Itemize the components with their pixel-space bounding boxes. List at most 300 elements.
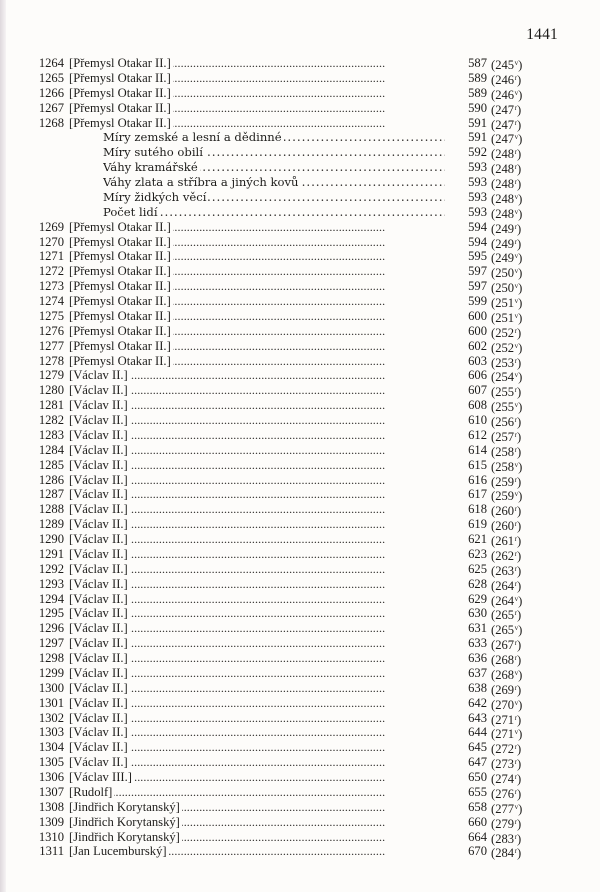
- entry-page: 593: [468, 175, 487, 189]
- entry-page: 612: [468, 427, 487, 442]
- folio-number: 260: [495, 504, 515, 519]
- entry-page: 591: [468, 130, 487, 145]
- entry-label: [69, 517, 445, 532]
- entry-folio: (279$^r$): [491, 816, 522, 831]
- folio-side: r: [514, 103, 517, 112]
- entry-number: 1299: [38, 665, 64, 680]
- entry-title: [Jan Lucemburský]: [69, 844, 167, 859]
- folio-side: r: [514, 118, 517, 127]
- folio-side: v: [514, 594, 519, 603]
- entry-page: 629: [468, 591, 487, 606]
- entry-label: [69, 264, 445, 279]
- entry-title: [Václav II.]: [69, 755, 128, 770]
- entry-folio: (261$^r$): [491, 534, 522, 548]
- entry-label: [69, 636, 445, 651]
- entry-page: 638: [468, 680, 487, 695]
- folio-number: 268: [495, 653, 515, 667]
- toc-entry: [33, 339, 531, 354]
- folio-number: 267: [495, 638, 515, 653]
- entry-number: 1309: [38, 814, 64, 829]
- entry-folio: (258$^r$): [491, 444, 522, 459]
- entry-number: 1269: [38, 219, 64, 234]
- entry-number: 1283: [38, 427, 64, 442]
- entry-folio: (247$^r$): [491, 117, 522, 132]
- entry-number: 1274: [38, 294, 64, 308]
- entry-title: [Václav II.]: [69, 651, 128, 665]
- folio-number: 261: [495, 534, 515, 548]
- entry-folio: (260$^r$): [491, 504, 522, 519]
- entry-page: 625: [468, 561, 487, 576]
- entry-folio: (248$^r$): [491, 177, 522, 191]
- entry-number: 1303: [38, 725, 64, 740]
- entry-title: [Václav II.]: [69, 576, 128, 591]
- folio-number: 248: [495, 191, 515, 206]
- entry-label: [69, 249, 445, 264]
- toc-entry: [33, 398, 531, 413]
- entry-page: 594: [468, 219, 487, 234]
- entry-page: 636: [468, 651, 487, 665]
- entry-title: [Václav II.]: [69, 398, 128, 413]
- toc-entry: [33, 711, 531, 726]
- folio-number: 247: [495, 117, 515, 132]
- toc-entry: [33, 324, 531, 339]
- entry-title: [Přemysl Otakar II.]: [69, 279, 171, 294]
- folio-side: r: [514, 564, 517, 573]
- entry-title: [Jindřich Korytanský]: [69, 829, 180, 844]
- folio-number: 250: [495, 266, 515, 281]
- entry-number: 1292: [38, 561, 64, 576]
- entry-title: [Václav II.]: [69, 457, 128, 472]
- entry-page: 628: [468, 576, 487, 591]
- entry-number: 1302: [38, 710, 64, 725]
- entry-number: 1278: [38, 353, 64, 368]
- entry-number: 1288: [38, 502, 64, 517]
- entry-title: [Václav II.]: [69, 368, 128, 383]
- toc-entry: [33, 636, 531, 651]
- toc-entry: [33, 309, 531, 324]
- folio-side: v: [514, 252, 519, 261]
- entry-label: [69, 740, 445, 755]
- entry-label: [69, 398, 445, 413]
- entry-title: [Přemysl Otakar II.]: [69, 100, 171, 115]
- entry-page: 590: [468, 100, 487, 115]
- entry-page: 600: [468, 323, 487, 338]
- folio-side: r: [514, 713, 517, 722]
- entry-title: [Václav II.]: [69, 442, 128, 457]
- entry-label: [69, 830, 445, 845]
- entry-number: 1308: [38, 799, 64, 814]
- entry-label: [69, 473, 445, 488]
- folio-side: v: [514, 192, 519, 201]
- entry-folio: (284$^r$): [491, 846, 522, 861]
- entry-folio: (247$^v$): [491, 132, 523, 147]
- entry-page: 637: [468, 665, 487, 680]
- entry-number: 1297: [38, 636, 64, 651]
- entry-label: [69, 696, 445, 711]
- page-gutter: [0, 0, 6, 892]
- toc-entry: [33, 517, 531, 532]
- toc-entry: [33, 740, 531, 755]
- entry-folio: (248$^v$): [491, 191, 523, 206]
- entry-page: 647: [468, 755, 487, 770]
- entry-page: 660: [468, 814, 487, 829]
- entry-number: 1279: [38, 368, 64, 383]
- folio-number: 259: [495, 474, 515, 489]
- entry-number: 1277: [38, 338, 64, 353]
- folio-side: r: [514, 535, 517, 543]
- toc-entry: [33, 532, 531, 547]
- entry-folio: (255$^r$): [491, 385, 522, 400]
- entry-title: Míry zemské a lesní a dědinné: [103, 130, 282, 145]
- folio-side: r: [514, 549, 517, 558]
- folio-number: 279: [495, 816, 515, 831]
- folio-side: r: [514, 416, 517, 424]
- folio-side: r: [514, 787, 517, 796]
- entry-title: [Václav II.]: [69, 636, 128, 651]
- entry-number: 1296: [38, 621, 64, 636]
- entry-title: [Václav II.]: [69, 427, 128, 442]
- toc-entry: [33, 562, 531, 577]
- folio-side: r: [514, 832, 517, 841]
- entry-page: 664: [468, 829, 487, 844]
- entry-title: [Jindřich Korytanský]: [69, 814, 180, 829]
- folio-side: v: [514, 490, 519, 499]
- folio-number: 259: [495, 489, 515, 504]
- entry-folio: (249$^v$): [491, 251, 523, 266]
- entry-page: 587: [468, 56, 487, 70]
- folio-side: r: [514, 237, 517, 246]
- folio-side: r: [514, 773, 517, 781]
- toc-entry: [33, 547, 531, 562]
- entry-folio: (246$^v$): [491, 87, 523, 102]
- folio-side: r: [514, 178, 517, 186]
- entry-folio: (251$^v$): [491, 310, 523, 325]
- entry-number: 1272: [38, 264, 64, 279]
- folio-side: v: [514, 624, 519, 633]
- entry-label: [69, 428, 445, 443]
- entry-folio: (255$^v$): [491, 400, 523, 415]
- entry-title: [Václav II.]: [69, 665, 128, 680]
- toc-entry: [33, 666, 531, 681]
- entry-label: [103, 205, 445, 220]
- folio-number: 252: [495, 340, 515, 355]
- folio-side: r: [514, 386, 517, 395]
- folio-side: r: [514, 326, 517, 335]
- entry-number: 1304: [38, 740, 64, 755]
- folio-side: r: [514, 758, 517, 767]
- toc-entry: [33, 651, 531, 666]
- toc-subentry: [33, 145, 531, 160]
- entry-label: [103, 175, 445, 190]
- folio-number: 258: [495, 459, 515, 474]
- toc-entry: [33, 473, 531, 488]
- toc-entry: [33, 294, 531, 309]
- folio-side: r: [514, 356, 517, 365]
- entry-title: [Václav II.]: [69, 680, 128, 695]
- entry-folio: (251$^v$): [491, 296, 523, 310]
- entry-label: [69, 116, 445, 131]
- folio-side: v: [514, 668, 519, 677]
- toc-entry: [33, 755, 531, 770]
- entry-page: 614: [468, 442, 487, 457]
- entry-title: [Václav II.]: [69, 561, 128, 576]
- folio-number: 272: [495, 742, 515, 757]
- toc-subentry: [33, 160, 531, 175]
- folio-number: 283: [495, 831, 515, 846]
- entry-title: [Václav II.]: [69, 695, 128, 710]
- entry-folio: (245$^v$): [491, 58, 523, 72]
- entry-page: 670: [468, 844, 487, 859]
- folio-number: 258: [495, 444, 515, 459]
- entry-label: [69, 220, 445, 235]
- toc-entry: [33, 116, 531, 131]
- folio-side: r: [514, 817, 517, 826]
- toc-entry: [33, 681, 531, 696]
- entry-title: [Václav II.]: [69, 606, 128, 621]
- toc-entry: [33, 56, 531, 71]
- entry-number: 1265: [38, 70, 64, 85]
- entry-folio: (277$^v$): [491, 801, 523, 816]
- entry-label: [69, 592, 445, 607]
- entry-number: 1270: [38, 234, 64, 249]
- entry-folio: (250$^v$): [491, 281, 523, 296]
- entry-page: 644: [468, 725, 487, 740]
- entry-number: 1271: [38, 249, 64, 264]
- entry-folio: (253$^r$): [491, 355, 522, 370]
- toc-entry: [33, 502, 531, 517]
- entry-label: [69, 532, 445, 547]
- entry-page: 597: [468, 264, 487, 279]
- entry-number: 1273: [38, 279, 64, 294]
- entry-label: [103, 190, 445, 205]
- entry-page: 650: [468, 770, 487, 784]
- folio-number: 264: [495, 593, 515, 608]
- entry-title: [Václav II.]: [69, 413, 128, 427]
- folio-number: 271: [495, 727, 515, 742]
- entry-label: [69, 354, 445, 369]
- entry-title: [Václav II.]: [69, 710, 128, 725]
- entry-folio: (249$^r$): [491, 236, 522, 251]
- entry-title: [Václav II.]: [69, 591, 128, 606]
- folio-number: 269: [495, 682, 515, 697]
- entry-label: [69, 800, 445, 815]
- entry-label: [69, 844, 445, 859]
- toc-entry: [33, 696, 531, 711]
- entry-page: 621: [468, 532, 487, 546]
- toc-entry: [33, 220, 531, 235]
- folio-number: 274: [495, 772, 515, 786]
- folio-side: r: [514, 475, 517, 484]
- entry-folio: (271$^r$): [491, 712, 522, 727]
- entry-folio: (276$^r$): [491, 786, 522, 801]
- entry-number: 1298: [38, 651, 64, 665]
- entry-page: 593: [468, 189, 487, 204]
- entry-title: [Přemysl Otakar II.]: [69, 264, 171, 279]
- entry-number: 1294: [38, 591, 64, 606]
- entry-page: 593: [468, 204, 487, 219]
- entry-folio: (259$^v$): [491, 489, 523, 504]
- entry-label: [69, 309, 445, 324]
- entry-number: 1282: [38, 413, 64, 427]
- entry-title: [Václav II.]: [69, 487, 128, 502]
- entry-title: [Václav II.]: [69, 383, 128, 398]
- entry-page: 600: [468, 308, 487, 323]
- entry-label: [69, 101, 445, 116]
- entry-folio: (262$^r$): [491, 548, 522, 563]
- entry-number: 1281: [38, 398, 64, 413]
- entry-label: [103, 145, 445, 160]
- entry-title: [Přemysl Otakar II.]: [69, 338, 171, 353]
- toc-entry: [33, 725, 531, 740]
- folio-side: v: [514, 341, 519, 350]
- entry-title: Míry sutého obilí: [103, 145, 203, 160]
- entry-label: [69, 577, 445, 592]
- entry-page: 615: [468, 457, 487, 472]
- toc-entry: [33, 844, 531, 859]
- entry-title: [Václav II.]: [69, 517, 128, 532]
- entry-title: [Václav II.]: [69, 532, 128, 546]
- entry-number: 1267: [38, 100, 64, 115]
- entry-page: 593: [468, 160, 487, 175]
- entry-title: [Václav II.]: [69, 621, 128, 636]
- entry-number: 1287: [38, 487, 64, 502]
- folio-number: 254: [495, 370, 515, 385]
- entry-number: 1311: [39, 844, 64, 859]
- entry-label: [69, 815, 445, 830]
- toc-entry: [33, 487, 531, 502]
- entry-number: 1286: [38, 472, 64, 487]
- entry-title: [Václav III.]: [69, 770, 132, 784]
- toc-entry: [33, 383, 531, 398]
- toc-entry: [33, 830, 531, 845]
- folio-side: r: [514, 148, 517, 157]
- entry-folio: (283$^r$): [491, 831, 522, 846]
- folio-side: r: [514, 609, 517, 618]
- toc-entry: [33, 86, 531, 101]
- entry-label: [69, 785, 445, 800]
- folio-number: 247: [495, 132, 515, 147]
- entry-label: [69, 56, 445, 71]
- entry-page: 618: [468, 502, 487, 517]
- entry-number: 1305: [38, 755, 64, 770]
- folio-number: 263: [495, 563, 515, 578]
- entry-label: [69, 502, 445, 517]
- entry-page: 603: [468, 353, 487, 368]
- folio-number: 268: [495, 667, 515, 682]
- entry-label: [69, 770, 445, 785]
- folio-side: r: [514, 520, 517, 529]
- entry-folio: (254$^v$): [491, 370, 523, 385]
- folio-number: 260: [495, 519, 515, 534]
- entry-folio: (268$^v$): [491, 667, 523, 682]
- entry-page: 658: [468, 799, 487, 814]
- toc-entry: [33, 235, 531, 250]
- entry-title: [Rudolf]: [69, 784, 113, 799]
- folio-side: r: [514, 847, 517, 856]
- entry-page: 606: [468, 368, 487, 383]
- entry-number: 1295: [38, 606, 64, 621]
- entry-folio: (267$^r$): [491, 638, 522, 653]
- folio-number: 246: [495, 72, 515, 87]
- entry-label: [69, 71, 445, 86]
- entry-number: 1264: [38, 56, 64, 70]
- page-number: 1441: [526, 26, 558, 43]
- entry-page: 623: [468, 546, 487, 561]
- entry-title: Váhy kramářské: [103, 160, 198, 175]
- folio-side: r: [514, 505, 517, 514]
- folio-side: r: [514, 163, 517, 172]
- entry-page: 643: [468, 710, 487, 725]
- entry-title: [Přemysl Otakar II.]: [69, 56, 171, 70]
- entry-folio: (264$^r$): [491, 578, 522, 593]
- entry-folio: (248$^v$): [491, 206, 523, 221]
- folio-side: v: [514, 802, 519, 811]
- entry-number: 1310: [38, 829, 64, 844]
- entry-page: 595: [468, 249, 487, 264]
- entry-number: 1293: [38, 576, 64, 591]
- entry-folio: (265$^v$): [491, 623, 523, 638]
- folio-side: r: [514, 73, 517, 82]
- entry-label: [69, 413, 445, 428]
- entry-label: [69, 279, 445, 294]
- entry-number: 1291: [38, 546, 64, 561]
- folio-side: r: [514, 654, 517, 662]
- folio-side: v: [514, 698, 519, 707]
- entry-label: [69, 324, 445, 339]
- entry-title: [Přemysl Otakar II.]: [69, 249, 171, 264]
- entry-number: 1300: [38, 680, 64, 695]
- entry-title: [Přemysl Otakar II.]: [69, 219, 171, 234]
- entry-folio: (274$^r$): [491, 772, 522, 786]
- entry-title: [Václav II.]: [69, 725, 128, 740]
- entry-folio: (249$^r$): [491, 221, 522, 236]
- toc-entry: [33, 785, 531, 800]
- entry-folio: (269$^r$): [491, 682, 522, 697]
- entry-label: [69, 86, 445, 101]
- folio-number: 253: [495, 355, 515, 370]
- entry-number: 1285: [38, 457, 64, 472]
- entry-number: 1276: [38, 323, 64, 338]
- folio-side: v: [514, 401, 519, 410]
- entry-page: 631: [468, 621, 487, 636]
- toc-subentry: [33, 130, 531, 145]
- folio-number: 248: [495, 206, 515, 221]
- folio-side: v: [514, 88, 519, 97]
- folio-side: r: [514, 639, 517, 648]
- entry-label: [69, 621, 445, 636]
- folio-number: 246: [495, 87, 515, 102]
- entry-folio: (258$^v$): [491, 459, 523, 474]
- entry-label: [69, 368, 445, 383]
- folio-side: v: [514, 133, 519, 142]
- entry-folio: (246$^r$): [491, 72, 522, 87]
- folio-side: v: [514, 59, 519, 67]
- entry-folio: (263$^r$): [491, 563, 522, 578]
- entry-folio: (248$^r$): [491, 147, 522, 162]
- entry-number: 1290: [38, 532, 64, 546]
- toc-entry: [33, 279, 531, 294]
- entry-title: [Přemysl Otakar II.]: [69, 85, 171, 100]
- entry-title: [Přemysl Otakar II.]: [69, 115, 171, 130]
- entry-title: [Václav II.]: [69, 472, 128, 487]
- entry-folio: (273$^r$): [491, 757, 522, 772]
- folio-number: 251: [495, 296, 515, 310]
- entry-label: [69, 711, 445, 726]
- entry-title: [Václav II.]: [69, 546, 128, 561]
- entry-folio: (260$^r$): [491, 519, 522, 534]
- entry-number: 1301: [38, 695, 64, 710]
- table-of-contents: [33, 56, 531, 859]
